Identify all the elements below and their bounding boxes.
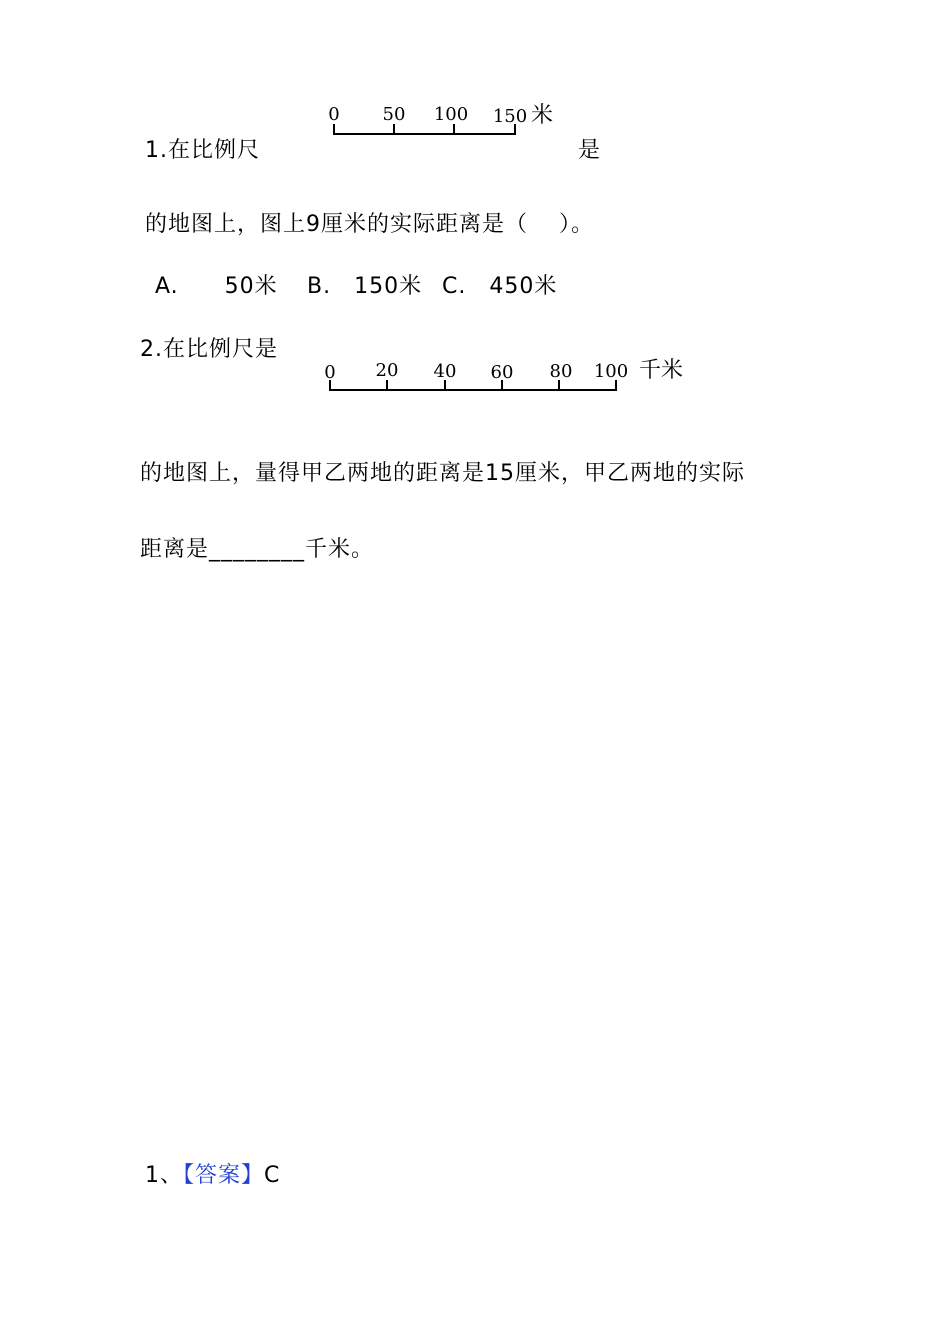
q1-line2: 的地图上，图上9厘米的实际距离是（ ）。 (145, 212, 594, 237)
answer-value: C (264, 1163, 281, 1188)
answer-label: 【答案】 (183, 1163, 265, 1188)
answer-number: 1、 (145, 1163, 183, 1188)
q1-option-b: B. 150米 (307, 274, 423, 299)
q1-tick-label: 0 (328, 104, 340, 125)
q1-prefix: 1.在比例尺 (145, 138, 260, 163)
q2-line2: 的地图上，量得甲乙两地的距离是15厘米，甲乙两地的实际 (140, 461, 745, 486)
q2-tick-label: 0 (324, 362, 336, 383)
answer-line (145, 1163, 280, 1189)
q2-tick-label: 60 (490, 362, 514, 383)
q2-tick-label: 100 (593, 361, 629, 382)
q1-tick-label: 100 (433, 104, 469, 125)
q1-tick-label: 150 (492, 106, 528, 127)
q2-tick-label: 80 (549, 361, 573, 382)
q2-tick-label: 40 (433, 361, 457, 382)
q1-scale-bar (320, 98, 570, 140)
q1-suffix: 是 (578, 138, 602, 163)
q2-prefix: 2.在比例尺是 (140, 337, 278, 362)
q2-tick-label: 20 (375, 360, 399, 381)
q2-scale-unit: 千米 (639, 358, 684, 383)
q2-scale-bar (318, 356, 698, 396)
q1-tick-label: 50 (382, 104, 406, 125)
q1-scale-unit: 米 (531, 103, 554, 128)
q1-option-a: A. 50米 (155, 274, 278, 299)
q2-line3: 距离是________千米。 (140, 537, 375, 562)
q1-option-c: C. 450米 (442, 274, 558, 299)
